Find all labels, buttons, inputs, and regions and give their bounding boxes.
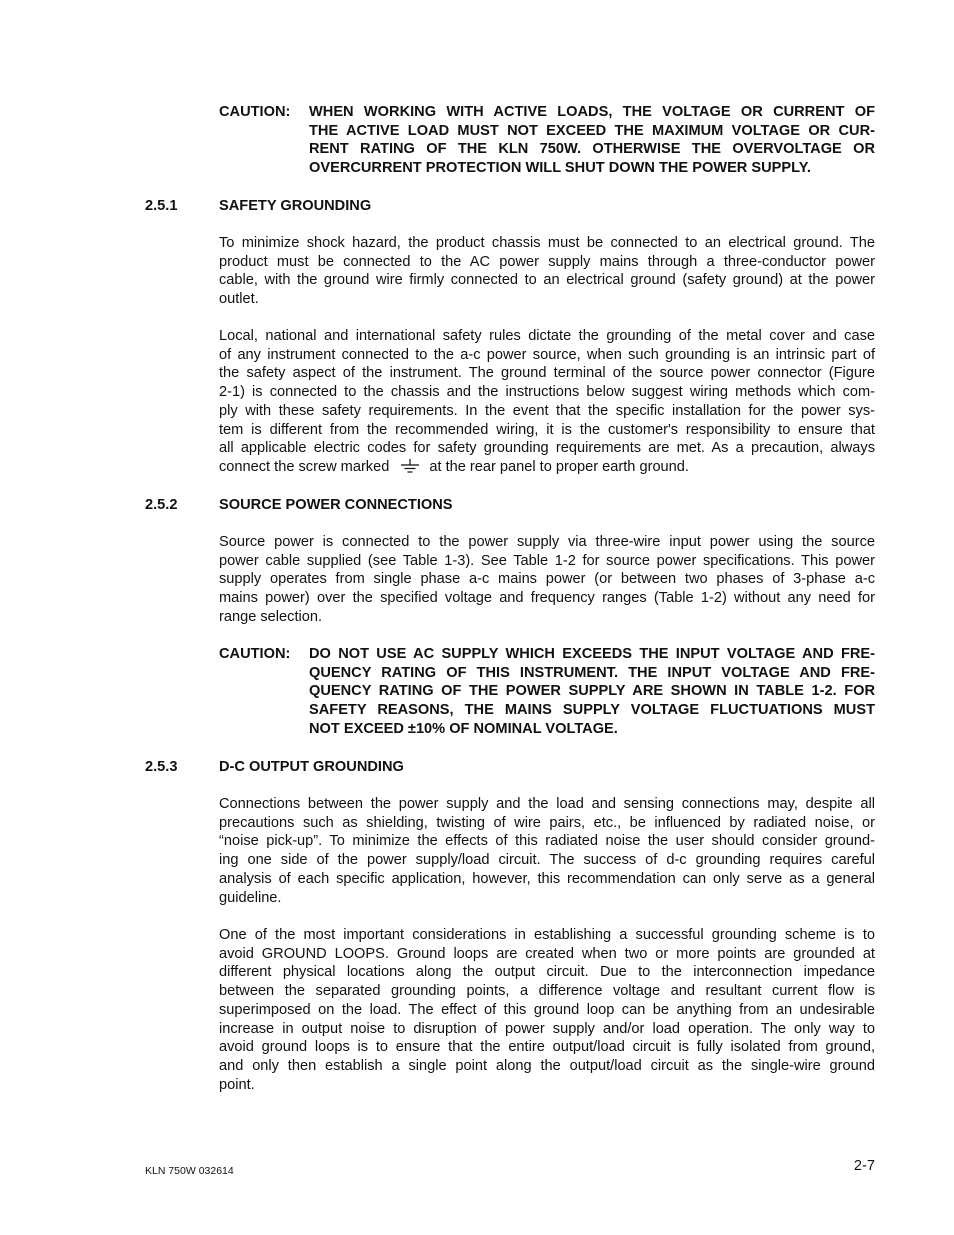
text-fragment: connect the screw marked	[219, 458, 390, 475]
section-title: SOURCE POWER CONNECTIONS	[219, 497, 453, 513]
text-fragment: at the rear panel to proper earth ground.	[429, 458, 689, 475]
paragraph	[219, 795, 875, 907]
ground-symbol-icon	[399, 459, 421, 473]
caution-block-2	[219, 645, 875, 739]
text-line: cable, with the ground wire firmly connected to an electrical ground (safety ground) at the power	[219, 272, 875, 289]
section-number: 2.5.1	[145, 198, 178, 214]
section-number: 2.5.2	[145, 497, 178, 513]
caution-line: QUENCY RATING OF THIS INSTRUMENT. THE INPUT VOLTAGE AND FRE-	[309, 664, 875, 681]
text-line	[219, 458, 875, 477]
text-line: range selection.	[219, 608, 323, 625]
footer-doc-id: KLN 750W 032614	[145, 1165, 234, 1177]
paragraph	[219, 234, 875, 309]
text-line: tem is different from the recommended wiring, it is the customer's responsibility to ensure that	[219, 421, 875, 438]
text-line: ing one side of the power supply/load circuit. The success of d-c grounding requires careful	[219, 852, 875, 869]
section-number: 2.5.3	[145, 759, 178, 775]
caution-line: QUENCY RATING OF THE POWER SUPPLY ARE SHOWN IN TABLE 1-2. FOR	[309, 683, 875, 700]
text-line: of any instrument connected to the a-c power source, when such grounding is an intrinsic part of	[219, 346, 875, 363]
paragraph	[219, 327, 875, 477]
caution-line: SAFETY REASONS, THE MAINS SUPPLY VOLTAGE FLUCTUATIONS MUST	[309, 702, 875, 719]
paragraph	[219, 926, 875, 1094]
text-line: and only then establish a single point along the output/load circuit as the single-wire ground	[219, 1057, 875, 1074]
text-line: the safety aspect of the instrument. The ground terminal of the source power connector (Figure	[219, 365, 875, 382]
text-line: avoid ground loops is to ensure that the entire output/load circuit is fully isolated from ground,	[219, 1039, 875, 1056]
text-line: Source power is connected to the power supply via three-wire input power using the source	[219, 534, 875, 550]
text-line: ply with these safety requirements. In the event that the specific installation for the power sys-	[219, 402, 875, 419]
text-line: “noise pick-up”. To minimize the effects of this radiated noise the user should consider ground-	[219, 833, 875, 850]
caution-line: WHEN WORKING WITH ACTIVE LOADS, THE VOLTAGE OR CURRENT OF	[309, 104, 875, 120]
text-line: Connections between the power supply and the load and sensing connections may, despite all	[219, 796, 875, 812]
caution-text	[309, 103, 875, 178]
text-line: guideline.	[219, 889, 282, 906]
caution-line: DO NOT USE AC SUPPLY WHICH EXCEEDS THE INPUT VOLTAGE AND FRE-	[309, 646, 875, 662]
caution-block-1	[219, 103, 875, 178]
text-line: between the separated grounding points, a difference voltage and resultant current flow is	[219, 983, 875, 1000]
section-title: D-C OUTPUT GROUNDING	[219, 759, 404, 775]
caution-label: CAUTION:	[219, 646, 291, 662]
text-line: To minimize shock hazard, the product chassis must be connected to an electrical ground. The	[219, 235, 875, 251]
text-line: superimposed on the load. The effect of this ground loop can be anything from an undesirable	[219, 1001, 875, 1018]
caution-line: THE ACTIVE LOAD MUST NOT EXCEED THE MAXIMUM VOLTAGE OR CUR-	[309, 122, 875, 139]
caution-text	[309, 645, 875, 739]
text-line: product must be connected to the AC power supply mains through a three-conductor power	[219, 253, 875, 270]
text-line: mains power) over the specified voltage and frequency ranges (Table 1-2) without any need for	[219, 590, 875, 607]
section-title: SAFETY GROUNDING	[219, 198, 372, 214]
text-line: all applicable electric codes for safety grounding requirements are met. As a precaution, always	[219, 440, 875, 457]
caution-line: OVERCURRENT PROTECTION WILL SHUT DOWN THE POWER SUPPLY.	[309, 160, 811, 177]
caution-line: NOT EXCEED ±10% OF NOMINAL VOLTAGE.	[309, 720, 618, 737]
text-line: One of the most important considerations in establishing a successful grounding scheme is to	[219, 927, 875, 943]
text-line: point.	[219, 1076, 255, 1093]
text-line: power cable supplied (see Table 1-3). See Table 1-2 for source power specifications. This power	[219, 552, 875, 569]
caution-line: RENT RATING OF THE KLN 750W. OTHERWISE THE OVERVOLTAGE OR	[309, 141, 875, 158]
text-line: increase in output noise to disruption of power supply and/or load operation. The only way to	[219, 1020, 875, 1037]
caution-label: CAUTION:	[219, 104, 291, 120]
text-line: avoid GROUND LOOPS. Ground loops are created when two or more points are grounded at	[219, 945, 875, 962]
page-number: 2-7	[853, 1158, 875, 1174]
text-line: outlet.	[219, 291, 259, 308]
paragraph	[219, 533, 875, 627]
text-line: precautions such as shielding, twisting of wire pairs, etc., be influenced by radiated noise, or	[219, 814, 875, 831]
text-line: analysis of each specific application, however, this recommendation can only serve as a general	[219, 870, 875, 887]
text-line: Local, national and international safety rules dictate the grounding of the metal cover and case	[219, 328, 875, 344]
text-line: supply operates from single phase a-c mains power (or between two phases of 3-phase a-c	[219, 571, 875, 588]
text-line: different physical locations along the output circuit. Due to the interconnection impedance	[219, 964, 875, 981]
text-line: 2-1) is connected to the chassis and the instructions below suggest wiring methods which com-	[219, 384, 875, 401]
